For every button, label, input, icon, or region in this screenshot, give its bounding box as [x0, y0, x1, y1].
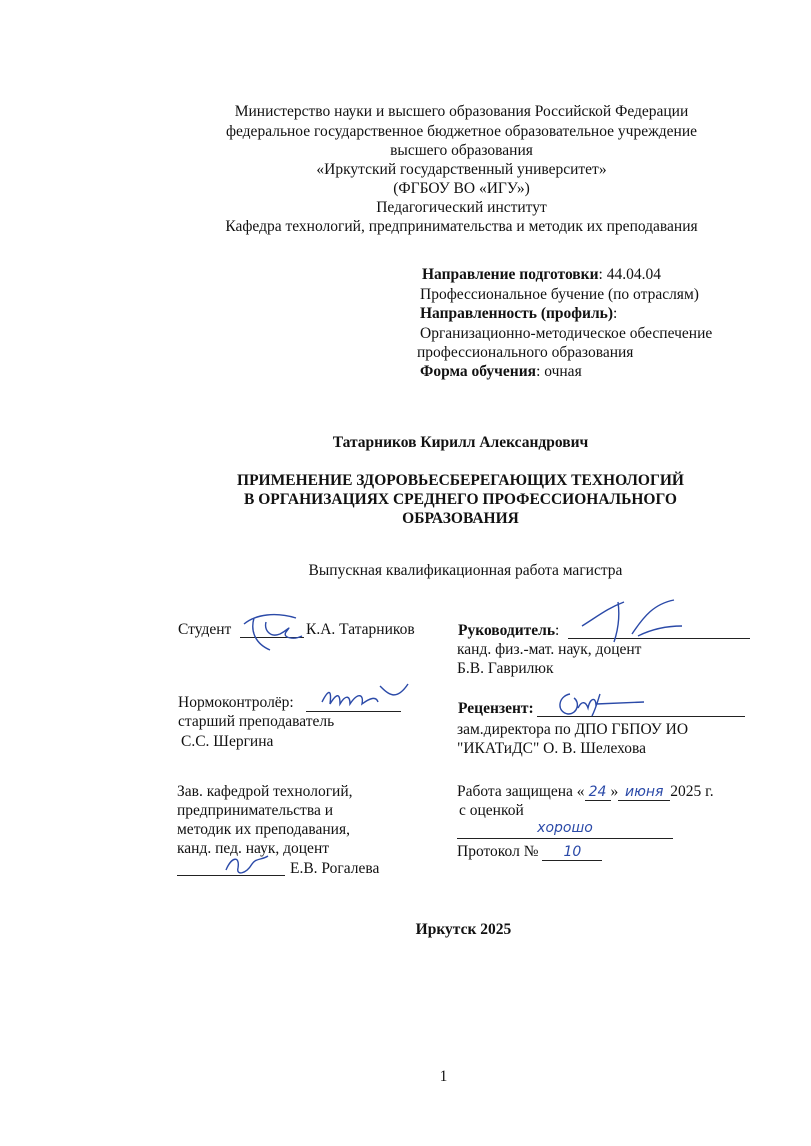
defense-month: июня — [618, 784, 670, 801]
reviewer-position: зам.директора по ДПО ГБПОУ ИО — [457, 721, 689, 738]
reviewer-label: Рецензент: — [458, 700, 534, 717]
direction-name: Профессиональное бучение (по отраслям) — [420, 286, 699, 303]
study-form-row — [420, 363, 582, 381]
title-line-1: ПРИМЕНЕНИЕ ЗДОРОВЬЕСБЕРЕГАЮЩИХ ТЕХНОЛОГИЙ — [237, 472, 684, 489]
student-signature — [236, 604, 308, 656]
reviewer-signature — [552, 686, 648, 722]
direction-code: : 44.04.04 — [598, 266, 661, 283]
title-line-2: В ОРГАНИЗАЦИЯХ СРЕДНЕГО ПРОФЕССИОНАЛЬНОГО — [244, 491, 677, 508]
protocol-row — [457, 843, 602, 861]
head-of-department-line4: канд. пед. наук, доцент — [177, 840, 330, 857]
study-form-label: Форма обучения — [420, 363, 537, 380]
profile-value-line1: Организационно-методическое обеспечение — [420, 325, 713, 342]
head-name: Е.В. Рогалева — [290, 860, 380, 877]
city-year: Иркутск 2025 — [415, 921, 512, 938]
head-of-department-line2: предпринимательства и — [177, 802, 333, 819]
normcontrol-label: Нормоконтролёр: — [178, 694, 294, 711]
title-line-3: ОБРАЗОВАНИЯ — [402, 510, 519, 527]
institute-line: Педагогический институт — [376, 199, 547, 216]
student-name: К.А. Татарников — [306, 621, 415, 638]
profile-value-line2: профессионального образования — [417, 344, 634, 361]
university-name-line: «Иркутский государственный университет» — [316, 161, 607, 178]
profile-label: Направленность (профиль) — [420, 305, 613, 322]
defense-date-row — [457, 783, 714, 801]
reviewer-organization: "ИКАТиДС" О. В. Шелехова — [457, 740, 647, 757]
supervisor-row — [458, 622, 559, 640]
study-form-value: : очная — [536, 363, 582, 380]
work-type: Выпускная квалификационная работа магистра — [308, 562, 623, 579]
head-signature — [222, 850, 272, 880]
supervisor-position: канд. физ.-мат. наук, доцент — [457, 641, 642, 658]
author-name: Татарников Кирилл Александрович — [332, 434, 589, 451]
direction-row — [422, 266, 661, 284]
grade-value: хорошо — [537, 820, 593, 836]
student-label: Студент — [178, 621, 232, 638]
protocol-number: 10 — [542, 844, 602, 861]
supervisor-colon: : — [555, 622, 560, 639]
grade-label: с оценкой — [459, 802, 524, 819]
department-line: Кафедра технологий, предпринимательства и методик их преподавания — [225, 218, 698, 235]
normcontrol-position: старший преподаватель — [178, 713, 335, 730]
profile-row — [420, 305, 617, 323]
institution-type-line: федеральное государственное бюджетное образовательное учреждение — [225, 123, 698, 140]
ministry-line: Министерство науки и высшего образования Российской Федерации — [234, 103, 689, 120]
defense-prefix: Работа защищена « — [457, 783, 585, 800]
supervisor-name: Б.В. Гаврилюк — [457, 660, 554, 677]
supervisor-label: Руководитель — [458, 622, 556, 639]
page-number: 1 — [439, 1068, 448, 1085]
grade-line — [457, 838, 673, 839]
defense-quote: » — [610, 783, 619, 800]
protocol-label: Протокол № — [457, 843, 539, 860]
university-abbr-line: (ФГБОУ ВО «ИГУ») — [393, 180, 530, 197]
defense-year: 2025 г. — [670, 783, 714, 800]
profile-colon: : — [613, 305, 618, 322]
education-level-line: высшего образования — [390, 142, 533, 159]
direction-label: Направление подготовки — [422, 266, 599, 283]
head-of-department-line3: методик их преподавания, — [177, 821, 350, 838]
head-of-department-line1: Зав. кафедрой технологий, — [177, 783, 353, 800]
defense-day: 24 — [585, 784, 611, 801]
normcontrol-name: С.С. Шергина — [181, 733, 274, 750]
